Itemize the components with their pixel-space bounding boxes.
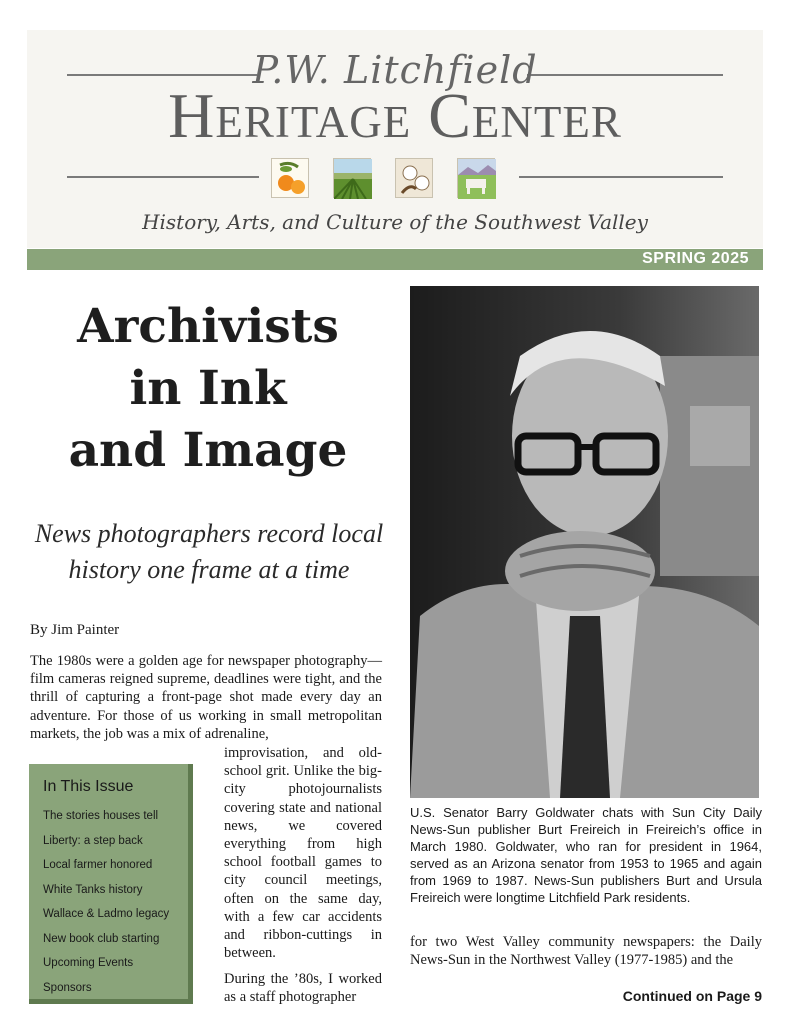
article-paragraph: During the ’80s, I worked as a staff photographer	[224, 971, 382, 1006]
issue-item[interactable]: Sponsors	[43, 981, 92, 994]
issue-item[interactable]: The stories houses tell	[43, 810, 159, 822]
article-paragraph: improvisation, and old-school grit. Unlike the big-city photojournalists covering state and national news, we covered everything from high school football games to city council meetings, often on the same day, with a few car accidents and ribbon-cuttings in between.	[224, 745, 382, 962]
in-this-issue-list	[43, 804, 188, 1000]
article-headline	[30, 296, 386, 482]
masthead-script-name: P.W. Litchfield	[252, 48, 538, 92]
article-byline: By Jim Painter	[30, 622, 120, 638]
masthead	[27, 30, 763, 248]
issue-item[interactable]: Upcoming Events	[43, 957, 134, 969]
in-this-issue-title: In This Issue	[43, 778, 134, 795]
season-label: SPRING 2025	[642, 250, 749, 267]
subhead-line: history one frame at a time	[68, 555, 350, 584]
in-this-issue-box	[29, 764, 193, 1004]
continued-on-link[interactable]: Continued on Page 9	[622, 988, 762, 1004]
masthead-title: Heritage Center	[168, 80, 622, 151]
masthead-rule-right-lower	[519, 176, 723, 178]
issue-item[interactable]: Wallace & Ladmo legacy	[43, 908, 170, 920]
oranges-icon	[271, 158, 309, 198]
headline-line: Archivists	[77, 299, 339, 354]
headline-line: and Image	[68, 423, 348, 478]
masthead-rule-left-lower	[67, 176, 259, 178]
article-paragraph: for two West Valley community newspapers: the Daily News-Sun in the Northwest Valley (1977-1985) and the	[410, 934, 762, 969]
issue-item[interactable]: White Tanks history	[43, 883, 143, 896]
masthead-icon-row	[271, 158, 507, 200]
headline-line: in Ink	[129, 361, 287, 416]
article-paragraph: The 1980s were a golden age for newspaper photography—film cameras reigned supreme, deadlines were tight, and the thrill of capturing a front-page shot made every day an adventure. For those of us working in small metropolitan markets, the job was a mix of adrenaline,	[30, 653, 382, 742]
article-photo	[410, 286, 759, 798]
photo-caption: U.S. Senator Barry Goldwater chats with Sun City Daily News-Sun publisher Burt Freireich in Freireich’s office in March 1980. Goldwater, who ran for president in 1964, served as an Arizona senator from 1953 to 1965 and again from 1969 to 1987. News-Sun publishers Burt and Ursula Freireich were longtime Litchfield Park residents.	[410, 805, 762, 905]
issue-item[interactable]: New book club starting	[43, 932, 160, 945]
portrait-photo-image	[410, 286, 759, 798]
cotton-icon	[395, 158, 433, 198]
issue-item[interactable]: Liberty: a step back	[43, 834, 143, 847]
subhead-line: News photographers record local	[34, 519, 384, 548]
issue-item[interactable]: Local farmer honored	[43, 859, 153, 871]
farm-field-icon	[333, 158, 371, 198]
season-bar	[27, 249, 763, 270]
cattle-icon	[457, 158, 495, 198]
masthead-tagline: History, Arts, and Culture of the Southwest Valley	[142, 210, 648, 234]
article-subhead	[24, 516, 394, 588]
